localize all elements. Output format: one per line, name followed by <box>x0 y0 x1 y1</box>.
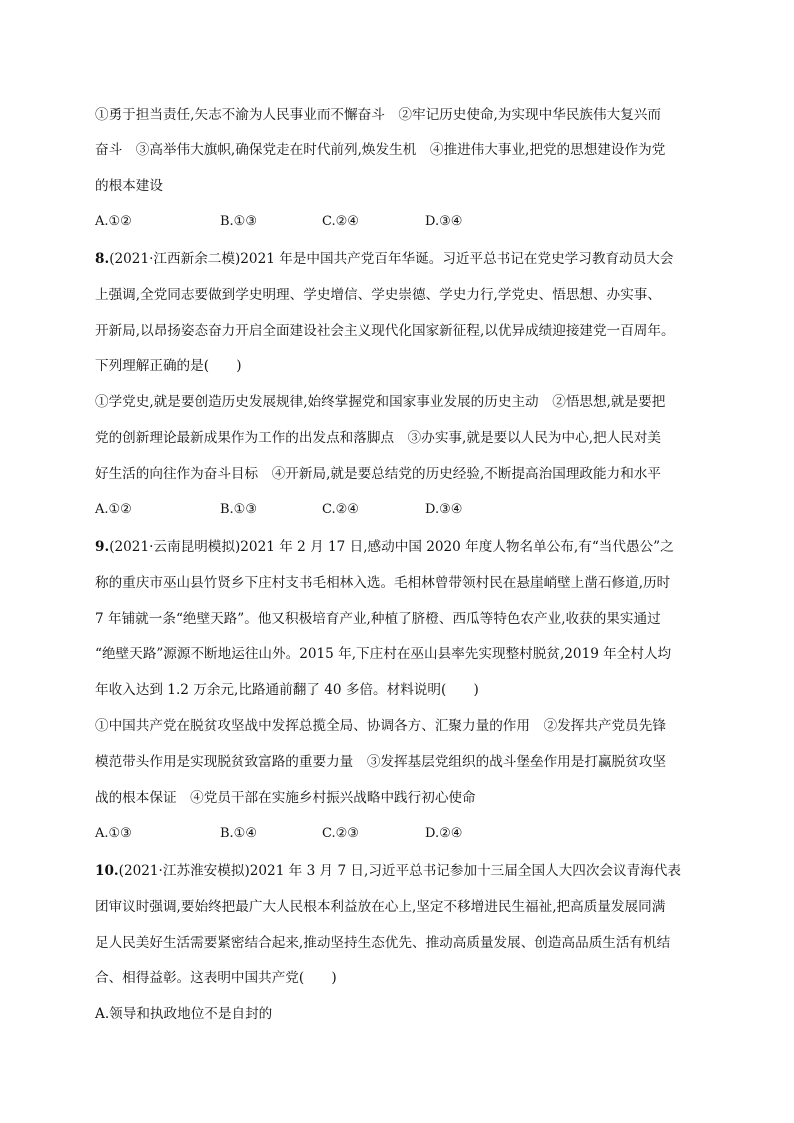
q10-stem-line-4: 合、相得益彰。这表明中国共产党( ) <box>95 970 337 986</box>
q9-option-b: B.①④ <box>220 826 257 841</box>
q7-choice-line-1: ①勇于担当责任,矢志不渝为人民事业而不懈奋斗 ②牢记历史使命,为实现中华民族伟大复兴而 <box>95 107 661 123</box>
q9-stem-line-2: 称的重庆市巫山县竹贤乡下庄村支书毛相林入选。毛相林曾带领村民在悬崖峭壁上凿石修道,历时 <box>95 575 671 591</box>
q9-choice-line-2: 模范带头作用是实现脱贫致富路的重要力量 ③发挥基层党组织的战斗堡垒作用是打赢脱贫攻坚 <box>95 754 666 770</box>
q10-stem-line-3: 足人民美好生活需要紧密结合起来,推动坚持生态优先、推动高质量发展、创造高品质生活有机结 <box>95 935 671 951</box>
q7-choice-line-2: 奋斗 ③高举伟大旗帜,确保党走在时代前列,焕发生机 ④推进伟大事业,把党的思想建设作为党 <box>95 142 666 158</box>
q8-stem-line-1: 8.(2021·江西新余二模)2021 年是中国共产党百年华诞。习近平总书记在党史学习教育动员大会 <box>95 251 674 267</box>
q8-option-a: A.①② <box>95 502 132 517</box>
q10-option-a: A.领导和执政地位不是自封的 <box>95 1006 273 1022</box>
q9-number: 9. <box>95 539 110 555</box>
q10-stem-line-2: 团审议时强调,要始终把最广大人民根本利益放在心上,坚定不移增进民生福祉,把高质量发展同满 <box>95 899 666 915</box>
q8-stem-line-4: 下列理解正确的是( ) <box>95 358 242 374</box>
q9-option-a: A.①③ <box>95 826 132 841</box>
q7-option-d: D.③④ <box>425 214 463 229</box>
q9-choice-line-3: 战的根本保证 ④党员干部在实施乡村振兴战略中践行初心使命 <box>95 790 476 806</box>
q7-choice-line-3: 的根本建设 <box>95 178 163 194</box>
q8-stem-line-3: 开新局,以昂扬姿态奋力开启全面建设社会主义现代化国家新征程,以优异成绩迎接建党一百周年。 <box>95 323 675 339</box>
q10-number: 10. <box>95 863 119 879</box>
q8-option-d: D.③④ <box>425 502 463 517</box>
q9-option-c: C.②③ <box>322 826 359 841</box>
q7-option-a: A.①② <box>95 214 132 229</box>
q9-choice-line-1: ①中国共产党在脱贫攻坚战中发挥总揽全局、协调各方、汇聚力量的作用 ②发挥共产党员先锋 <box>95 718 666 734</box>
q8-option-b: B.①③ <box>220 502 257 517</box>
q10-stem-line-1: 10.(2021·江苏淮安模拟)2021 年 3 月 7 日,习近平总书记参加十三届全国人大四次会议青海代表 <box>95 863 681 879</box>
q8-choice-line-2: 党的创新理论最新成果作为工作的出发点和落脚点 ③办实事,就是要以人民为中心,把人民对美 <box>95 430 661 446</box>
q8-option-c: C.②④ <box>322 502 359 517</box>
q8-choice-line-3: 好生活的向往作为奋斗目标 ④开新局,就是要总结党的历史经验,不断提高治国理政能力和水平 <box>95 466 661 482</box>
q9-stem-line-5: 年收入达到 1.2 万余元,比路通前翻了 40 多倍。材料说明( ) <box>95 682 479 698</box>
q7-option-b: B.①③ <box>220 214 257 229</box>
q9-stem-line-4: “绝壁天路”源源不断地运往山外。2015 年,下庄村在巫山县率先实现整村脱贫,2019 年全村人均 <box>95 646 672 662</box>
q9-stem-line-3: 7 年铺就一条“绝壁天路”。他又积极培育产业,种植了脐橙、西瓜等特色农产业,收获的果实通过 <box>95 611 661 627</box>
q9-option-d: D.②④ <box>425 826 463 841</box>
q9-stem-line-1: 9.(2021·云南昆明模拟)2021 年 2 月 17 日,感动中国 2020 年度人物名单公布,有“当代愚公”之 <box>95 539 674 555</box>
q7-option-c: C.②④ <box>322 214 359 229</box>
q8-choice-line-1: ①学党史,就是要创造历史发展规律,始终掌握党和国家事业发展的历史主动 ②悟思想,就是要把 <box>95 394 666 410</box>
q8-stem-line-2: 上强调,全党同志要做到学史明理、学史增信、学史崇德、学史力行,学党史、悟思想、办实事、 <box>95 287 661 303</box>
q8-number: 8. <box>95 251 110 267</box>
